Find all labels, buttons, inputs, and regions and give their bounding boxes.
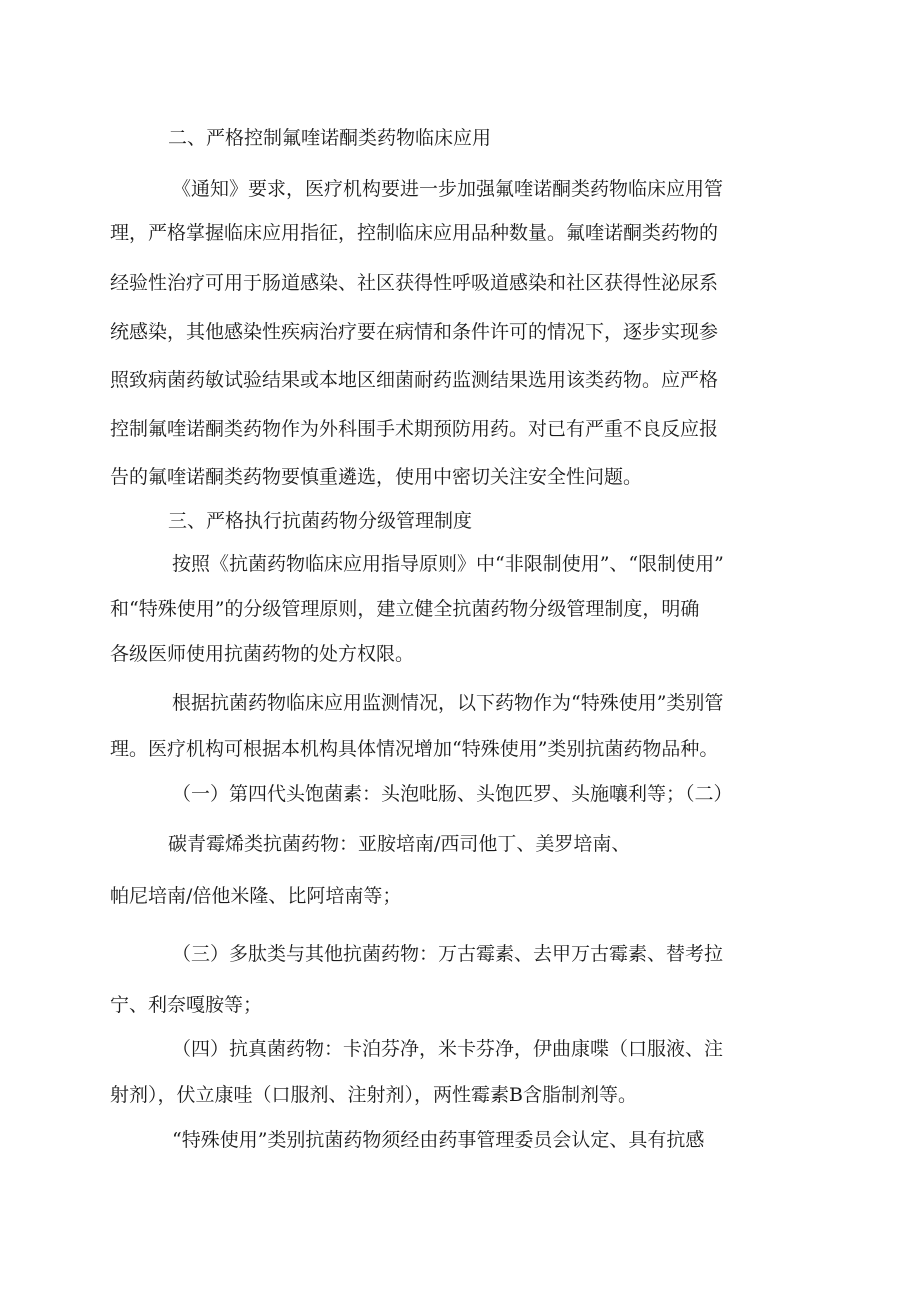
list-item-line: 射剂），伏立康哇（口服剂、注射剂），两性霉素B含脂制剂等。 — [110, 1084, 637, 1106]
paragraph-line: 经验性治疗可用于肠道感染、社区获得性呼吸道感染和社区获得性泌尿系 — [110, 272, 719, 294]
paragraph-line: “特殊使用”类别抗菌药物须经由药事管理委员会认定、具有抗感 — [172, 1129, 705, 1151]
section-heading-3: 三、严格执行抗菌药物分级管理制度 — [168, 510, 473, 532]
paragraph-line: 理，严格掌握临床应用指征，控制临床应用品种数量。氟喹诺酮类药物的 — [110, 222, 719, 244]
list-item-line: （三）多肽类与其他抗菌药物：万古霉素、去甲万古霉素、替考拉 — [172, 943, 724, 965]
list-item-line: （四）抗真菌药物：卡泊芬净，米卡芬净，伊曲康喋（口服液、注 — [172, 1038, 724, 1060]
paragraph-line: 理。医疗机构可根据本机构具体情况增加“特殊使用”类别抗菌药物品种。 — [110, 738, 719, 760]
paragraph-line: 统感染，其他感染性疾病治疗要在病情和条件许可的情况下，逐步实现参 — [110, 321, 719, 343]
paragraph-line: 控制氟喹诺酮类药物作为外科围手术期预防用药。对已有严重不良反应报 — [110, 418, 719, 440]
paragraph-line: 《通知》要求，医疗机构要进一步加强氟喹诺酮类药物临床应用管 — [172, 178, 724, 200]
paragraph-line: 和“特殊使用”的分级管理原则，建立健全抗菌药物分级管理制度，明确 — [110, 598, 700, 620]
list-item-line: 帕尼培南/倍他米隆、比阿培南等； — [110, 885, 402, 907]
list-item-line: 宁、利奈嘎胺等； — [110, 994, 263, 1016]
list-item-line: （一）第四代头饱菌素：头泡吡肠、头饱匹罗、头施嚷利等；（二） — [172, 783, 733, 805]
section-heading-2: 二、严格控制氟喹诺酮类药物临床应用 — [168, 127, 492, 149]
paragraph-line: 照致病菌药敏试验结果或本地区细菌耐药监测结果选用该类药物。应严格 — [110, 369, 719, 391]
paragraph-line: 按照《抗菌药物临床应用指导原则》中“非限制使用”、“限制使用” — [172, 553, 724, 575]
list-item-line: 碳青霉烯类抗菌药物：亚胺培南/西司他丁、美罗培南、 — [168, 833, 631, 855]
paragraph-line: 告的氟喹诺酮类药物要慎重遴选，使用中密切关注安全性问题。 — [110, 466, 643, 488]
paragraph-line: 各级医师使用抗菌药物的处方权限。 — [110, 643, 415, 665]
paragraph-line: 根据抗菌药物临床应用监测情况，以下药物作为“特殊使用”类别管 — [172, 692, 724, 714]
